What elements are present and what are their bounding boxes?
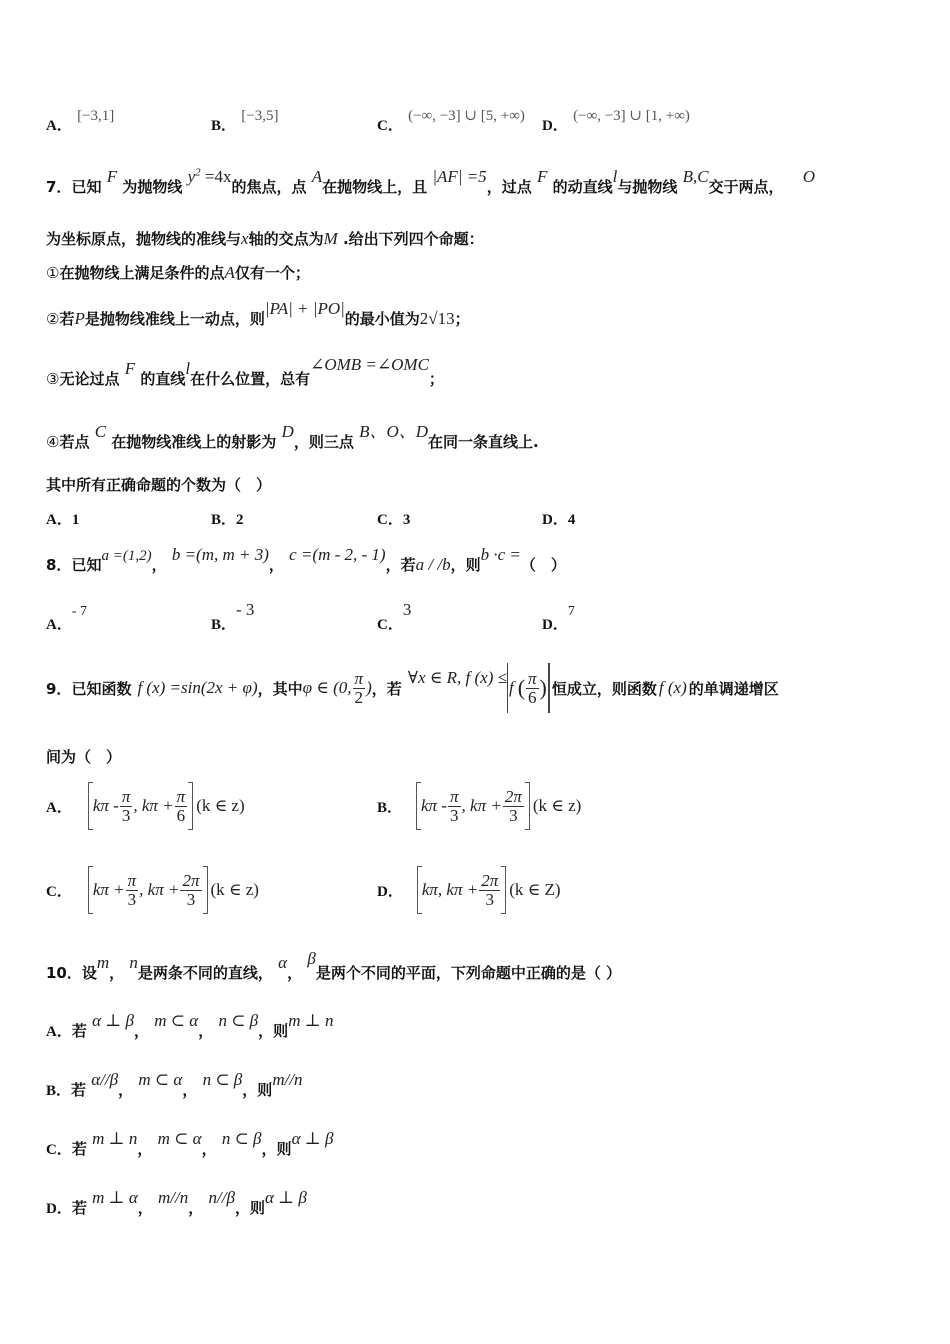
q10-stem: 10．设m， n是两条不同的直线， α， β是两个不同的平面，下列命题中正确的是（ ）: [46, 949, 622, 982]
q6-option-b[interactable]: B． [−3,5]: [211, 108, 279, 134]
q9-option-d[interactable]: D． kπ, kπ + $\frac{2\pi}{3}$ (k ∈ Z): [377, 864, 561, 916]
abs-f-pi-6: f ( $\frac{\pi}{6}$ ): [507, 663, 549, 713]
q6-option-d[interactable]: D． (−∞, −3] ∪ [1, +∞): [542, 108, 690, 134]
q10-option-c[interactable]: C．若 m ⊥ n， m ⊂ α， n ⊂ β，则α ⊥ β: [46, 1129, 334, 1158]
q7-option-c[interactable]: C．3: [377, 512, 411, 528]
q6-option-c[interactable]: C． (−∞, −3] ∪ [5, +∞): [377, 108, 525, 134]
q9-stem: 9． 已知函数 f (x) =sin(2x + φ) ，其中 φ ∈ (0, $\frac{\pi}{2}$ ) ，若 ∀x ∈ R, f (x) ≤ f ( $\frac{\pi}{6}$ ) 恒成立，则函数 f (x) 的单调递增区: [46, 662, 779, 714]
q8-stem: 8．已知a =(1,2)， b =(m, m + 3)， c =(m - 2, - 1)，若a / /b，则b ·c =（ ）: [46, 545, 566, 574]
q8-option-d[interactable]: D．7: [542, 604, 575, 633]
q8-option-a[interactable]: A．- 7: [46, 604, 88, 633]
phi-range: φ ∈ (0,: [302, 678, 352, 697]
q7-option-b[interactable]: B．2: [211, 512, 244, 528]
q7-option-d[interactable]: D．4: [542, 512, 576, 528]
q10-option-d[interactable]: D．若 m ⊥ α， m//n， n//β，则α ⊥ β: [46, 1188, 307, 1217]
q7-option-a[interactable]: A．1: [46, 512, 80, 528]
pi-over-2: $\frac{\pi}{2}$: [354, 668, 364, 707]
q10-option-a[interactable]: A．若 α ⊥ β， m ⊂ α， n ⊂ β，则m ⊥ n: [46, 1011, 334, 1040]
q9-option-a[interactable]: A． kπ - $\frac{\pi}{3}$ , kπ + $\frac{\pi}{6}$ (k ∈ z): [46, 780, 245, 832]
q8-option-b[interactable]: B．- 3: [211, 600, 255, 633]
q7-line2: 为坐标原点，抛物线的准线与x轴的交点为M .给出下列四个命题：: [46, 229, 484, 248]
q7-proposition-1: ①在抛物线上满足条件的点A仅有一个；: [46, 263, 310, 282]
q9-stem-line2: 间为（ ）: [46, 748, 122, 766]
q9-option-b[interactable]: B． kπ - $\frac{\pi}{3}$ , kπ + $\frac{2\pi}{3}$ (k ∈ z): [377, 780, 581, 832]
q7-line1: 7．已知 F 为抛物线 $y^2 =4x$的焦点，点 A在抛物线上，且 |AF| =5，过点 F 的动直线l与抛物线 B,C交于两点， O: [46, 166, 816, 196]
q10-option-b[interactable]: B．若 α//β， m ⊂ α， n ⊂ β，则m//n: [46, 1070, 303, 1099]
q9-option-c[interactable]: C． kπ + $\frac{\pi}{3}$ , kπ + $\frac{2\pi}{3}$ (k ∈ z): [46, 864, 259, 916]
q7-proposition-4: ④若点 C 在抛物线准线上的射影为 D，则三点 B、O、D在同一条直线上.: [46, 422, 539, 451]
parabola-equation: $y^2 =4x$: [187, 166, 232, 186]
q7-question: 其中所有正确命题的个数为（ ）: [46, 476, 272, 494]
q7-proposition-3: ③无论过点 F 的直线l在什么位置，总有∠OMB =∠OMC；: [46, 355, 444, 388]
q7-proposition-2: ②若P是抛物线准线上一动点，则|PA| + |PO|的最小值为2√13；: [46, 299, 470, 328]
q8-option-c[interactable]: C．3: [377, 600, 412, 633]
q6-option-a[interactable]: A． [−3,1]: [46, 108, 115, 134]
